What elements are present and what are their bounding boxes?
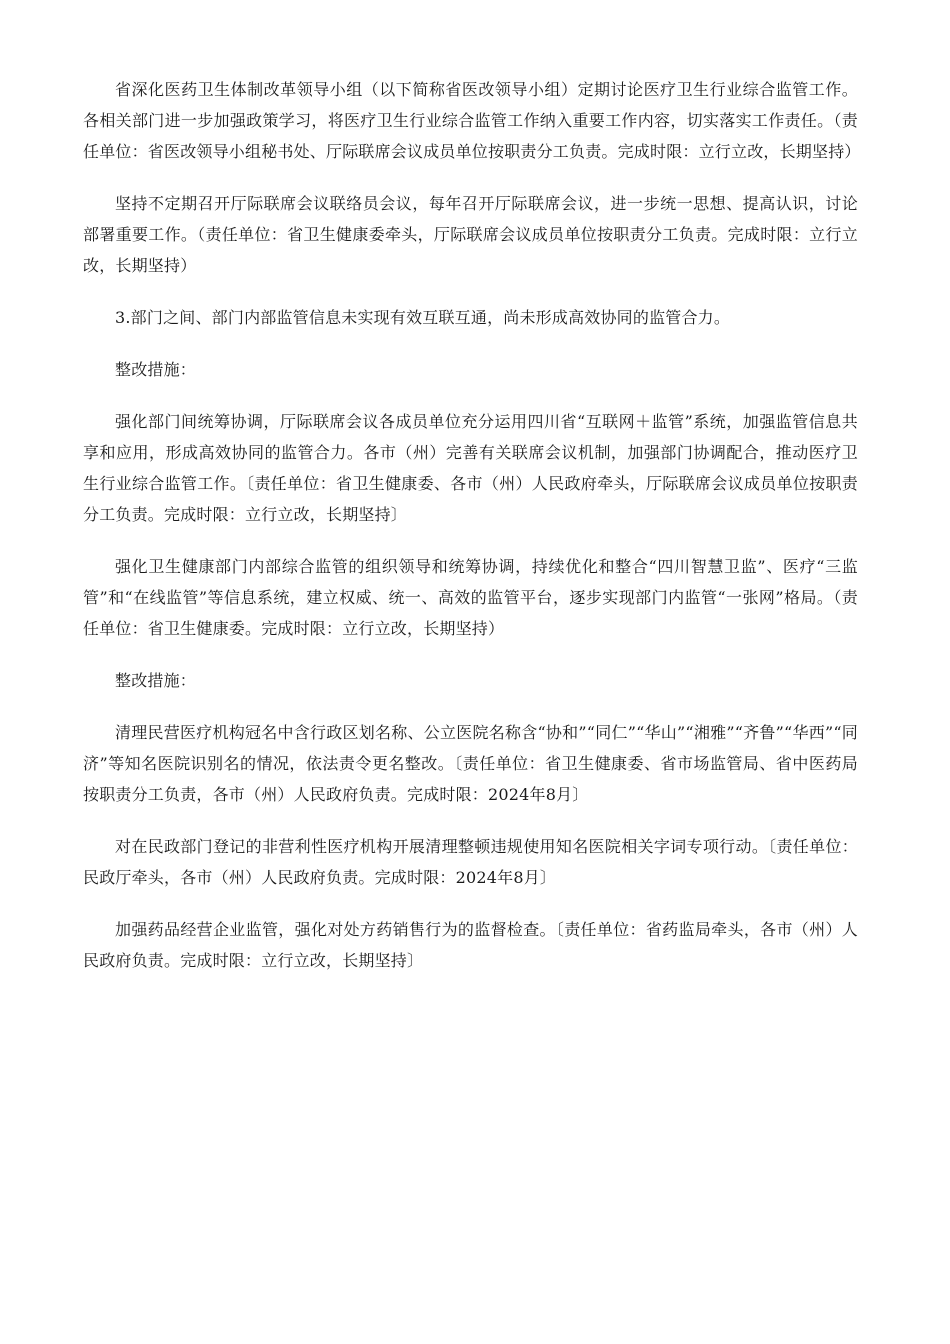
paragraph-nonprofit-cleanup: 对在民政部门登记的非营利性医疗机构开展清理整顿违规使用知名医院相关字词专项行动。〔责任单位：民政厅牵头，各市（州）人民政府负责。完成时限：2024年8月〕 bbox=[83, 837, 858, 887]
paragraph-internal-supervision: 强化卫生健康部门内部综合监管的组织领导和统筹协调，持续优化和整合“四川智慧卫监”、医疗“三监管”和“在线监管”等信息系统，建立权威、统一、高效的监管平台，逐步实现部门内监管“一张网”格局。（责任单位：省卫生健康委。完成时限：立行立改，长期坚持） bbox=[83, 557, 858, 638]
paragraph-measures-heading-2: 整改措施： bbox=[115, 671, 197, 690]
paragraph-issue-3: 3.部门之间、部门内部监管信息未实现有效互联互通，尚未形成高效协同的监管合力。 bbox=[115, 308, 731, 327]
paragraph-drug-supervision: 加强药品经营企业监管，强化对处方药销售行为的监督检查。〔责任单位：省药监局牵头，各市（州）人民政府负责。完成时限：立行立改，长期坚持〕 bbox=[83, 920, 858, 970]
document-page bbox=[83, 74, 861, 997]
paragraph-hospital-names: 清理民营医疗机构冠名中含行政区划名称、公立医院名称含“协和”“同仁”“华山”“湘雅”“齐鲁”“华西”“同济”等知名医院识别名的情况，依法责令更名整改。〔责任单位：省卫生健康委、省市场监管局、省中医药局按职责分工负责，各市（州）人民政府负责。完成时限：2024年8月〕 bbox=[83, 723, 858, 804]
paragraph-joint-meeting: 坚持不定期召开厅际联席会议联络员会议，每年召开厅际联席会议，进一步统一思想、提高认识，讨论部署重要工作。（责任单位：省卫生健康委牵头，厅际联席会议成员单位按职责分工负责。完成时限：立行立改，长期坚持） bbox=[83, 194, 858, 275]
paragraph-coordination: 强化部门间统筹协调，厅际联席会议各成员单位充分运用四川省“互联网＋监管”系统，加强监管信息共享和应用，形成高效协同的监管合力。各市（州）完善有关联席会议机制，加强部门协调配合，推动医疗卫生行业综合监管工作。〔责任单位：省卫生健康委、各市（州）人民政府牵头，厅际联席会议成员单位按职责分工负责。完成时限：立行立改，长期坚持〕 bbox=[83, 412, 858, 524]
paragraph-leadership-group: 省深化医药卫生体制改革领导小组（以下简称省医改领导小组）定期讨论医疗卫生行业综合监管工作。各相关部门进一步加强政策学习，将医疗卫生行业综合监管工作纳入重要工作内容，切实落实工作责任。（责任单位：省医改领导小组秘书处、厅际联席会议成员单位按职责分工负责。完成时限：立行立改，长期坚持） bbox=[83, 80, 861, 161]
paragraph-measures-heading: 整改措施： bbox=[115, 360, 197, 379]
